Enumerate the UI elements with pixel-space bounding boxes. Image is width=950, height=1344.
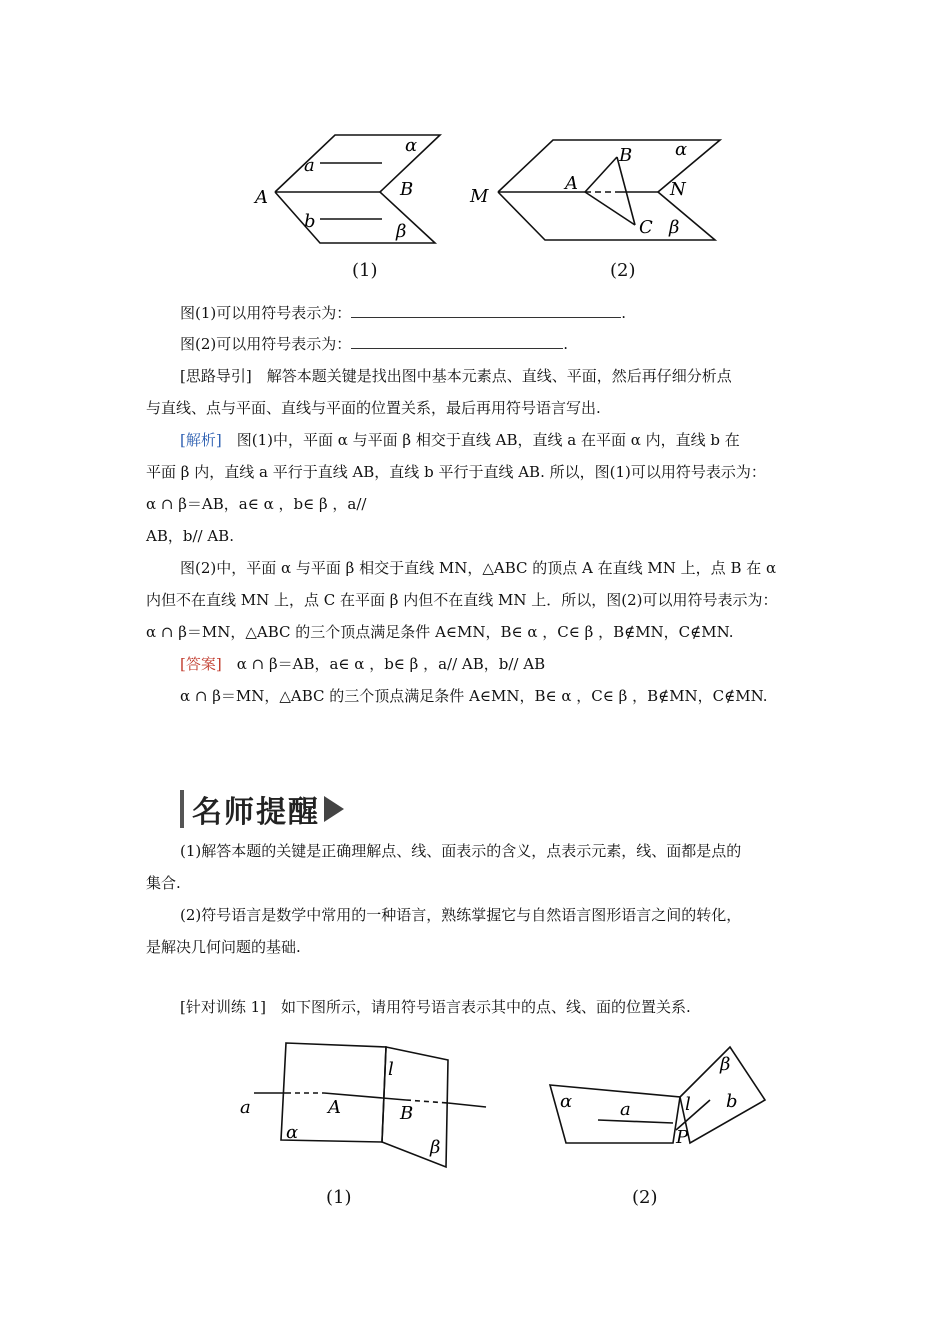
- fig1-label-a: a: [304, 155, 315, 176]
- fig2-label-M: M: [470, 186, 489, 207]
- answer-line-2: α ∩ β＝MN，△ABC 的三个顶点满足条件 A∈MN，B∈ α ，C∈ β ，B∉MN，C∉MN.: [180, 687, 768, 705]
- analysis-text-1: 图(1)中，平面 α 与平面 β 相交于直线 AB，直线 a 在平面 α 内，直线 b 在: [221, 431, 740, 449]
- tips-p2-line-2: 是解决几何问题的基础.: [146, 938, 301, 956]
- analysis-line-5: 图(2)中，平面 α 与平面 β 相交于直线 MN，△ABC 的顶点 A 在直线 MN 上，点 B 在 α: [180, 559, 777, 577]
- bfig1-label-beta: β: [430, 1137, 441, 1158]
- answer-line-1: [180, 654, 545, 674]
- bfig2-label-l: l: [685, 1094, 691, 1115]
- fig2-label-A: A: [565, 173, 578, 194]
- analysis-line-1: [180, 430, 740, 450]
- bottom-figure-1: [236, 1035, 496, 1175]
- bottom-figure-2-caption: (2): [632, 1187, 658, 1208]
- question-2: 图(2)可以用符号表示为： .: [180, 335, 569, 353]
- training-text: [针对训练 1] 如下图所示，请用符号语言表示其中的点、线、面的位置关系.: [180, 998, 691, 1016]
- question-1-blank[interactable]: [351, 303, 621, 318]
- fig1-label-b: b: [304, 211, 316, 232]
- analysis-tag: [解析]: [180, 431, 222, 449]
- guide-line-2: 与直线、点与平面、直线与平面的位置关系，最后再用符号语言写出.: [146, 399, 601, 417]
- bfig2-label-b: b: [726, 1091, 738, 1112]
- fig1-label-beta: β: [396, 221, 407, 242]
- bfig1-label-l: l: [388, 1059, 394, 1080]
- tips-p1-line-2: 集合.: [146, 874, 181, 892]
- play-triangle-icon: [324, 796, 344, 822]
- fig1-label-A: A: [255, 187, 268, 208]
- bfig1-label-a: a: [240, 1097, 251, 1118]
- analysis-line-6: 内但不在直线 MN 上，点 C 在平面 β 内但不在直线 MN 上．所以，图(2)可以用符号表示为：: [146, 591, 778, 609]
- bfig1-label-B: B: [400, 1103, 414, 1124]
- bfig2-label-alpha: α: [560, 1091, 573, 1112]
- question-1: 图(1)可以用符号表示为： .: [180, 304, 627, 322]
- analysis-line-3: α ∩ β＝AB，a∈ α ，b∈ β ，a//: [146, 495, 367, 513]
- question-1-text: 图(1)可以用符号表示为：: [180, 304, 352, 322]
- tips-p1-line-1: (1)解答本题的关键是正确理解点、线、面表示的含义，点表示元素，线、面都是点的: [180, 842, 742, 860]
- analysis-line-7: α ∩ β＝MN，△ABC 的三个顶点满足条件 A∈MN，B∈ α ，C∈ β ，B∉MN，C∉MN.: [146, 623, 734, 641]
- analysis-line-2: 平面 β 内，直线 a 平行于直线 AB，直线 b 平行于直线 AB. 所以，图(1)可以用符号表示为：: [146, 463, 766, 481]
- bfig2-label-P: P: [676, 1127, 689, 1148]
- fig1-label-alpha: α: [405, 135, 418, 156]
- tips-heading-text: 名师提醒: [192, 795, 320, 830]
- fig2-label-alpha: α: [675, 139, 688, 160]
- top-figure-1: [250, 125, 450, 255]
- bfig1-label-alpha: α: [286, 1122, 299, 1143]
- question-2-text: 图(2)可以用符号表示为：: [180, 335, 352, 353]
- guide-line-1: [思路导引] 解答本题关键是找出图中基本元素点、直线、平面，然后再仔细分析点: [180, 367, 732, 385]
- top-figure-2: [465, 125, 725, 255]
- answer-tag: [答案]: [180, 655, 222, 673]
- bfig1-label-A: A: [328, 1097, 341, 1118]
- tips-heading: [180, 786, 344, 832]
- fig2-label-B: B: [619, 145, 633, 166]
- tips-heading-bar: [180, 790, 184, 828]
- fig2-label-beta: β: [669, 217, 680, 238]
- top-figure-2-caption: (2): [610, 260, 636, 281]
- bottom-figure-2: [540, 1035, 780, 1155]
- bottom-figure-1-caption: (1): [326, 1187, 352, 1208]
- bfig2-label-a: a: [620, 1099, 631, 1120]
- fig1-label-B: B: [400, 179, 414, 200]
- bfig2-label-beta: β: [720, 1054, 731, 1075]
- top-figure-1-caption: (1): [352, 260, 378, 281]
- question-2-blank[interactable]: [351, 334, 563, 349]
- tips-p2-line-1: (2)符号语言是数学中常用的一种语言，熟练掌握它与自然语言图形语言之间的转化，: [180, 906, 742, 924]
- answer-text-1: α ∩ β＝AB，a∈ α ，b∈ β ，a// AB，b// AB: [221, 655, 546, 673]
- fig2-label-C: C: [639, 217, 653, 238]
- fig2-label-N: N: [670, 179, 686, 200]
- analysis-line-4: AB，b// AB.: [146, 527, 234, 545]
